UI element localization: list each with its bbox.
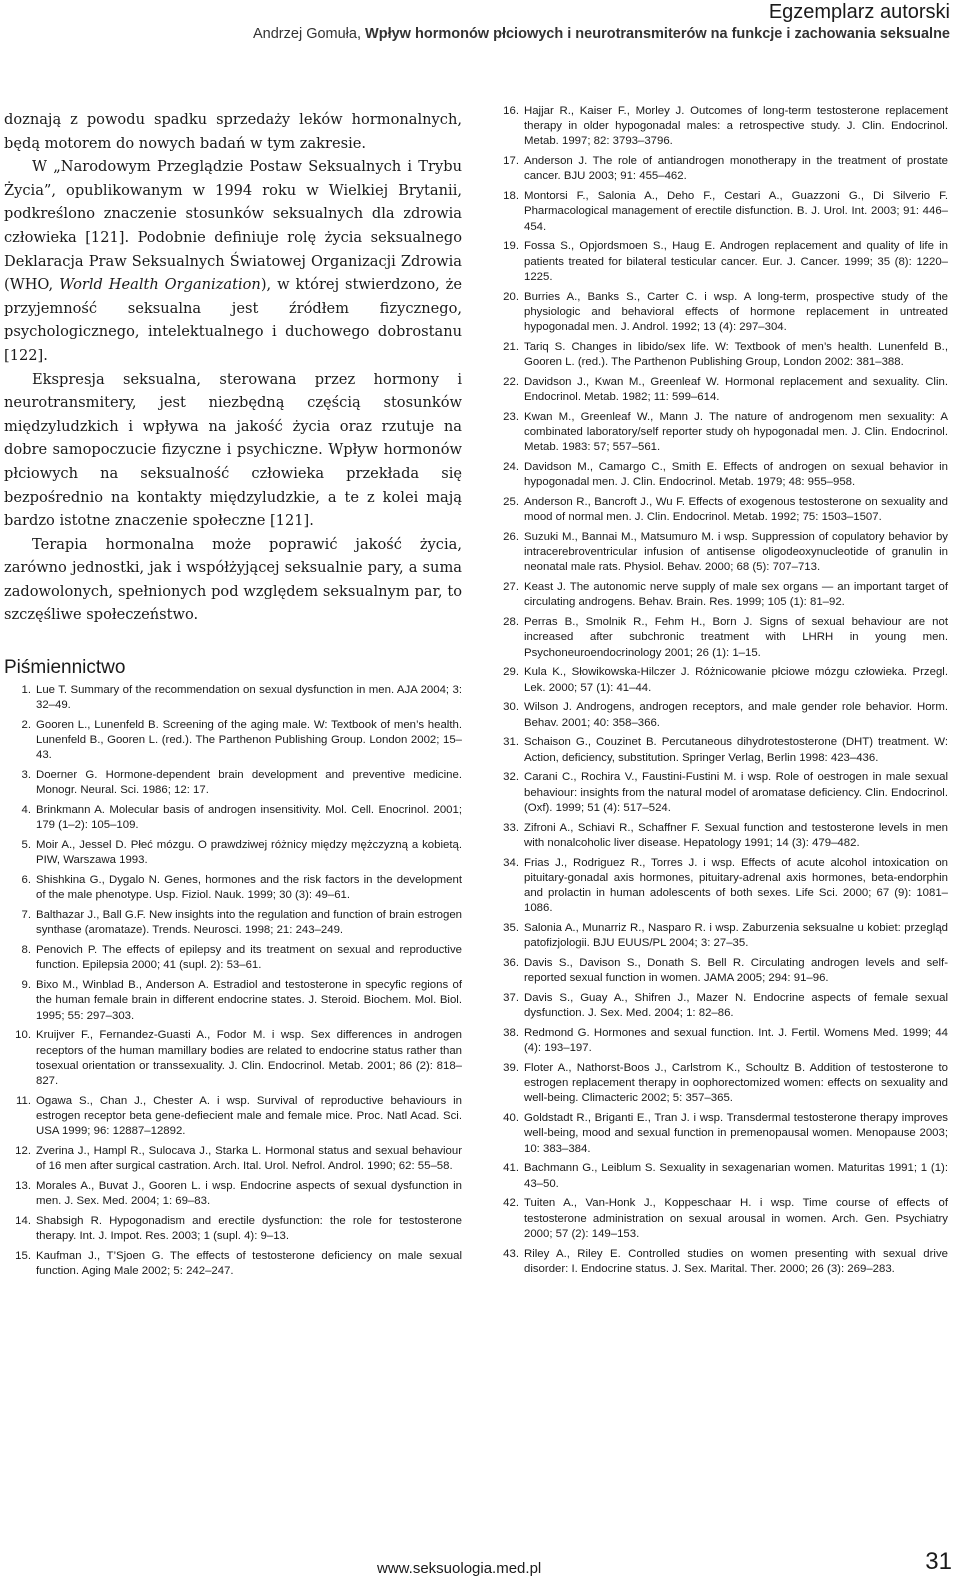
reference-number: 21. [503,340,519,353]
reference-item [496,921,948,951]
reference-text: Redmond G. Hormones and sexual function. Int. J. Fertil. Womens Med. 1999; 44 (4): 193–197. [524,1027,948,1055]
reference-item [496,1196,948,1242]
body-paragraph-2-part-a: W „Narodowym Przeglądzie Postaw Seksualnych i Trybu Życia”, opublikowanym w 1994 roku w Wielkiej Brytanii, podkreślono znaczenie stosunków seksualnych dla zdrowia człowieka [121]. Podobnie definiuje rolę życia seksualnego Deklaracja Praw Seksualnych Światowej Organizacji Zdrowia (WHO, [4,158,462,294]
reference-text: Ogawa S., Chan J., Chester A. i wsp. Survival of reproductive behaviours in estrogen receptor beta gene-defiecient male and female mice. Proc. Natl Acad. Sci. USA 1999; 96: 12887–12892. [36,1094,462,1138]
reference-item [4,908,462,938]
reference-text: Perras B., Smolnik R., Fehm H., Born J. Signs of sexual behaviour are not increased after subchronic treatment with LHRH in young men. Psychoneuroendocrinology 2001; 26 (1): 1–15. [524,616,948,659]
reference-text: Schaison G., Couzinet B. Percutaneous dihydrotestosterone (DHT) treatment. W: Action, deficiency, substitution. Springer Verlag, Berlin 1998: 423–436. [524,736,948,764]
reference-text: Brinkmann A. Molecular basis of androgen insensitivity. Mol. Cell. Enocrinol. 2001; 179 (1–2): 105–109. [36,804,462,832]
reference-item [4,803,462,833]
reference-number: 14. [15,1215,31,1228]
reference-number: 23. [503,410,519,423]
reference-number: 7. [21,909,31,922]
reference-text: Bixo M., Winblad B., Anderson A. Estradiol and testosterone in specyfic regions of the human female brain in different endocrine states. J. Steroid. Biochem. Mol. Biol. 1995; 55: 297–303. [36,979,462,1022]
left-column [4,108,462,1284]
reference-text: Doerner G. Hormone-dependent brain development and preventive medicine. Monogr. Neural. Sci. 1986; 12: 17. [36,769,462,797]
page-header [253,0,950,44]
reference-text: Morales A., Buvat J., Gooren L. i wsp. Endocrine aspects of sexual dysfunction in men. J. Sex. Med. 2004; 1: 69–83. [36,1180,462,1208]
reference-number: 42. [503,1197,519,1210]
reference-item [496,530,948,576]
references-list-left [4,683,462,1279]
reference-number: 18. [503,190,519,203]
reference-item [496,700,948,730]
reference-number: 9. [21,979,31,992]
reference-text: Bachmann G., Leiblum S. Sexuality in sexagenarian women. Maturitas 1991; 1 (1): 43–50. [524,1162,948,1190]
reference-item [4,1094,462,1140]
reference-text: Riley A., Riley E. Controlled studies on women presenting with sexual drive disorder: I. Endocrine status. J. Sex. Marital. Ther. 2000; 26 (3): 269–283. [524,1247,948,1275]
reference-item [496,991,948,1021]
reference-item [496,154,948,184]
reference-number: 11. [16,1094,31,1107]
reference-item [4,978,462,1024]
reference-text: Anderson R., Bancroft J., Wu F. Effects of exogenous testosterone on sexuality and mood of normal men. J. Clin. Endocrinol. Metab. 1992; 75: 1503–1507. [524,496,948,524]
reference-item [4,943,462,973]
reference-item [4,1214,462,1244]
reference-item [496,770,948,816]
reference-text: Gooren L., Lunenfeld B. Screening of the aging male. W: Textbook of men’s health. Lunenfeld B., Gooren L. (red.). The Parthenon Publishing Group. London 2002; 15–43. [36,719,462,762]
reference-text: Zifroni A., Schiavi R., Schaffner F. Sexual function and testosterone levels in men with nonalcoholic liver disease. Hepatology 1991; 14 (3): 479–482. [524,821,948,849]
running-head-author: Andrzej Gomuła, [253,26,361,42]
body-paragraph-4: Terapia hormonalna może poprawić jakość życia, zarówno jednostki, jak i współżyjącej seksualnie pary, a suma zadowolonych, spełnionych pod względem seksualnym par, to szczęśliwe społeczeństwo. [4,535,462,624]
body-paragraph-2 [4,155,462,367]
reference-text: Kula K., Słowikowska-Hilczer J. Różnicowanie płciowe mózgu człowieka. Przegl. Lek. 2000; 57 (1): 41–44. [524,666,948,694]
reference-text: Suzuki M., Bannai M., Matsumuro M. i wsp. Suppression of copulatory behavior by intracerebroventricular infusion of antisense oligodeoxynucleotide of granulin in neonatal male rats. Physiol. Behav. 2000; 68 (5): 707–713. [524,531,948,574]
reference-number: 43. [503,1247,519,1260]
reference-number: 5. [21,839,31,852]
reference-item [496,340,948,370]
reference-item [496,1111,948,1157]
footer-url: www.seksuologia.med.pl [377,1560,542,1577]
reference-number: 16. [503,105,519,117]
body-paragraph-3: Ekspresja seksualna, sterowana przez hormony i neurotransmitery, jest niezbędną częścią stosunków międzyludzkich i wpływa na jakość życia oraz rzutuje na dobre samopoczucie fizyczne i psychiczne. Wpływ hormonów płciowych na seksualność człowieka przekłada się bezpośrednio na kontakty międzyludzkie, a te z kolei mają bardzo istotne znaczenie społeczne [121]. [4,370,462,530]
reference-item [496,1247,948,1277]
reference-text: Kruijver F., Fernandez-Guasti A., Fodor M. i wsp. Sex differences in androgen receptors of the human mamillary bodies are related to endocrine status rather than tosexual orientation or transsexuality. J. Clin. Endocrinol. Metab. 2001; 86 (2): 818–827. [36,1029,462,1088]
reference-number: 37. [503,992,519,1005]
reference-number: 41. [503,1162,519,1175]
reference-text: Kaufman J., T’Sjoen G. The effects of testosterone deficiency on male sexual function. Aging Male 2002; 5: 242–247. [36,1250,462,1278]
reference-text: Fossa S., Opjordsmoen S., Haug E. Androgen replacement and quality of life in patients treated for bilateral testicular cancer. Eur. J. Cancer. 1999; 35 (8): 1220–1225. [524,240,948,283]
reference-number: 10. [15,1029,31,1042]
reference-text: Salonia A., Munarriz R., Nasparo R. i wsp. Zaburzenia seksualne u kobiet: przegląd patofizjologii. BJU EUUS/PL 2004; 3: 27–35. [524,922,948,950]
reference-number: 35. [503,922,519,935]
reference-number: 39. [503,1062,519,1075]
reference-text: Carani C., Rochira V., Faustini-Fustini M. i wsp. Role of oestrogen in male sexual behaviour: insights from the natural model of aromatase deficiency. Clin. Endocrinol. (Oxf). 1999; 51 (4): 517–524. [524,771,948,814]
references-list-right [496,104,948,1277]
reference-text: Balthazar J., Ball G.F. New insights into the regulation and function of brain estrogen synthase (aromataze). Trends. Neurosci. 1998; 21: 243–249. [36,909,462,937]
reference-item [4,873,462,903]
reference-item [4,1028,462,1089]
reference-number: 25. [503,496,519,509]
reference-item [4,1179,462,1209]
reference-item [4,1249,462,1279]
reference-item [496,956,948,986]
reference-number: 6. [21,874,31,887]
reference-text: Davis S., Davison S., Donath S. Bell R. Circulating androgen levels and self-reported sexual function in women. JAMA 2005; 294: 91–96. [524,957,948,985]
reference-text: Burries A., Banks S., Carter C. i wsp. A long-term, prospective study of the physiologic and behavioral effects of hormone replacement in untreated hypogonadal men. J. Androl. 1992; 13 (4): 297–304. [524,290,948,334]
reference-item [496,1061,948,1107]
body-paragraph-2-part-b: ), w której stwierdzono, że przyjemność seksualna jest źródłem fizycznego, psychologicznego, intelektualnego i duchowego dobrostanu [122]. [4,276,462,364]
right-column [496,104,948,1282]
body-paragraph-2-italic: World Health Organization [59,276,261,294]
reference-number: 36. [503,957,519,970]
reference-item [4,1144,462,1174]
reference-text: Shabsigh R. Hypogonadism and erectile dysfunction: the role for testosterone therapy. Int. J. Impot. Res. 2003; 1 (supl. 4): 9–13. [36,1215,462,1243]
reference-item [496,821,948,851]
reference-text: Anderson J. The role of antiandrogen monotherapy in the treatment of prostate cancer. BJU 2003; 91: 455–462. [524,155,948,183]
reference-number: 4. [21,804,31,817]
reference-item [496,495,948,525]
reference-item [496,375,948,405]
reference-item [496,615,948,661]
reference-item [496,410,948,456]
reference-number: 34. [503,856,519,869]
reference-text: Goldstadt R., Briganti E., Tran J. i wsp. Transdermal testosterone therapy improves well-being, mood and sexual function in premenopausal women. Menopause 2003; 10: 383–384. [524,1112,948,1155]
reference-number: 28. [503,616,519,629]
reference-item [496,290,948,336]
reference-text: Zverina J., Hampl R., Sulocava J., Starka L. Hormonal status and sexual behaviour of 16 men after surgical castration. Arch. Ital. Urol. Nefrol. Androl. 1990; 62: 55–58. [36,1145,462,1173]
reference-item [496,1026,948,1056]
reference-number: 15. [15,1250,31,1263]
reference-number: 24. [503,461,519,474]
reference-text: Lue T. Summary of the recommendation on sexual dysfunction in men. AJA 2004; 3: 32–49. [36,684,462,712]
reference-text: Hajjar R., Kaiser F., Morley J. Outcomes of long-term testosterone replacement therapy in older hypogonadal males: a retrospective study. J. Clin. Endocrinol. Metab. 1997; 82: 3793–3796. [524,105,948,148]
reference-number: 40. [503,1112,519,1125]
reference-number: 26. [503,531,519,544]
page-number: 31 [925,1548,952,1575]
reference-number: 8. [21,944,31,957]
reference-number: 13. [15,1180,31,1193]
reference-text: Montorsi F., Salonia A., Deho F., Cestari A., Guazzoni G., Di Silverio F. Pharmacological management of erectile disfunction. B. J. Urol. Int. 2003; 91: 446–454. [524,190,948,233]
reference-text: Davidson M., Camargo C., Smith E. Effects of androgen on sexual behavior in hypogonadal men. J. Clin. Endocrinol. Metab. 1979; 48: 955–958. [524,461,948,489]
reference-number: 32. [503,771,519,784]
reference-item [4,838,462,868]
reference-item [496,189,948,235]
reference-number: 2. [21,719,31,732]
reference-number: 12. [15,1145,31,1158]
reference-number: 19. [503,240,519,253]
reference-number: 20. [503,290,519,303]
reference-item [496,665,948,695]
reference-item [496,580,948,610]
reference-number: 3. [21,769,31,782]
reference-number: 31. [503,736,519,749]
reference-text: Frias J., Rodriguez R., Torres J. i wsp. Effects of acute alcohol intoxication on pituitary-gonadal axis hormones, pituitary-adrenal axis hormones, beta-endorphin and prolactin in human adolescents of both sexes. Life Sci. 2000; 67 (9): 1081–1086. [524,856,948,915]
reference-item [4,768,462,798]
reference-item [4,718,462,764]
reference-text: Tuiten A., Van-Honk J., Koppeschaar H. i wsp. Time course of effects of testosterone administration on sexual arousal in women. Arch. Gen. Psychiatry 2000; 57 (2): 149–153. [524,1197,948,1240]
reference-item [4,683,462,713]
reference-text: Keast J. The autonomic nerve supply of male sex organs — an important target of circulating androgens. Behav. Brain. Res. 1999; 105 (1): 81–92. [524,581,948,609]
reference-item [496,239,948,285]
reference-number: 17. [503,155,519,168]
reference-text: Floter A., Nathorst-Boos J., Carlstrom K., Schoultz B. Addition of testosterone to estrogen replacement therapy in oophorectomized women: effects on sexuality and well-being. Climacteric 2002; 5: 357–365. [524,1062,948,1105]
reference-item [496,1161,948,1191]
reference-text: Wilson J. Androgens, androgen receptors, and male gender role behavior. Horm. Behav. 2001; 40: 358–366. [524,701,948,729]
reference-number: 38. [503,1027,519,1040]
reference-text: Shishkina G., Dygalo N. Genes, hormones and the risk factors in the development of the male phenotype. Usp. Fiziol. Nauk. 1999; 30 (3): 49–61. [36,874,462,902]
reference-text: Davis S., Guay A., Shifren J., Mazer N. Endocrine aspects of female sexual dysfunction. J. Sex. Med. 2004; 1: 82–86. [524,992,948,1020]
running-head [253,24,950,44]
running-head-title: Wpływ hormonów płciowych i neurotransmiterów na funkcje i zachowania seksualne [365,26,950,42]
reference-item [496,104,948,150]
reference-number: 33. [503,821,519,834]
reference-text: Penovich P. The effects of epilepsy and its treatment on sexual and reproductive function. Epilepsia 2000; 41 (supl. 2): 53–61. [36,944,462,972]
reference-item [496,735,948,765]
reference-number: 30. [503,701,519,714]
reference-item [496,856,948,917]
reference-number: 1. [21,684,31,697]
reference-item [496,460,948,490]
reference-number: 29. [503,666,519,679]
reference-text: Moir A., Jessel D. Płeć mózgu. O prawdziwej różnicy między mężczyzną a kobietą. PIW, Warszawa 1993. [36,839,462,867]
body-paragraph-1: doznają z powodu spadku sprzedaży leków hormonalnych, będą motorem do nowych badań w tym zakresie. [4,111,462,152]
reference-number: 22. [503,375,519,388]
reference-text: Davidson J., Kwan M., Greenleaf W. Hormonal replacement and sexuality. Clin. Endocrinol. Metab. 1982; 11: 599–614. [524,375,948,404]
copy-notice: Egzemplarz autorski [768,1,950,23]
references-heading: Piśmiennictwo [4,657,126,679]
reference-text: Kwan M., Greenleaf W., Mann J. The nature of androgenom men sexuality: A combinated laboratory/self reporter study oh hypogonadal men. J. Clin. Endocrinol. Metab. 1983: 57; 557–561. [524,410,948,454]
reference-number: 27. [503,581,519,594]
reference-text: Tariq S. Changes in libido/sex life. W: Textbook of men’s health. Lunenfeld B., Gooren L. (red.). The Parthenon Publishing Group, London 2002: 381–388. [524,340,948,369]
